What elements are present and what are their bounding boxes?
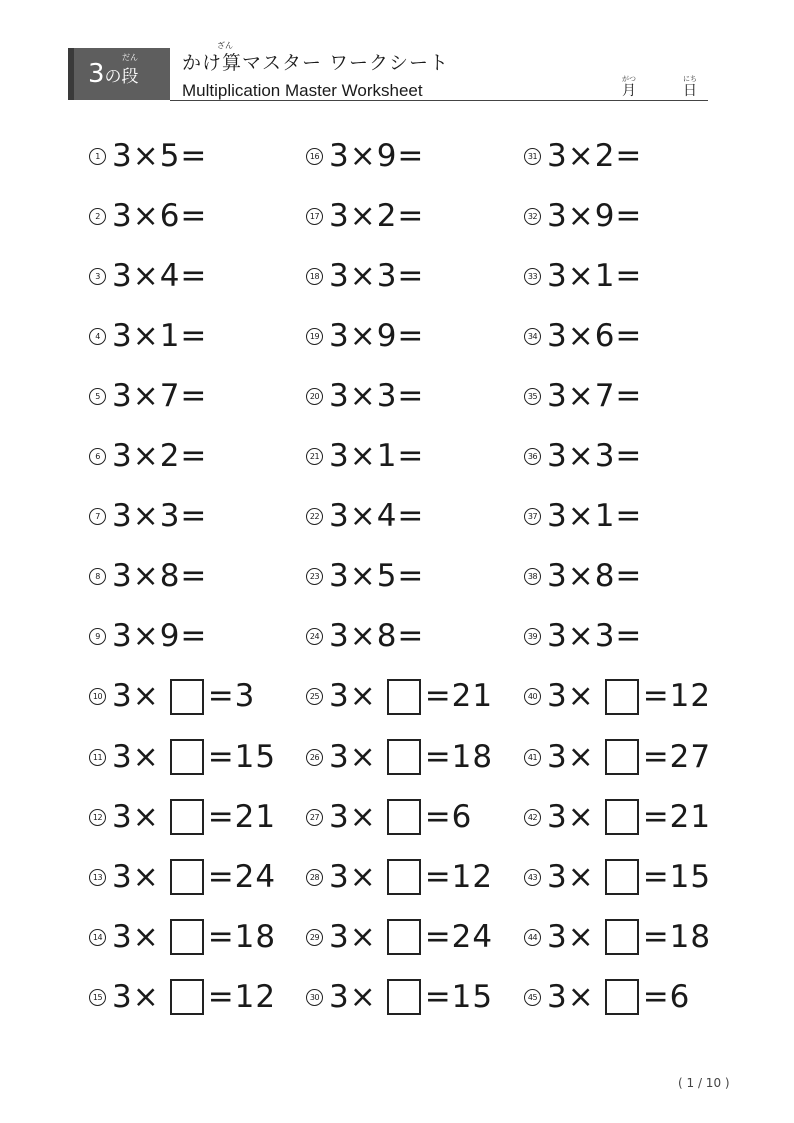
answer-box[interactable] <box>387 739 421 775</box>
problem-result: =18 <box>642 918 712 955</box>
page-title-english: Multiplication Master Worksheet <box>182 81 423 100</box>
problem-item <box>89 855 276 899</box>
problem-result: =3 <box>207 678 256 715</box>
problem-item <box>306 855 493 899</box>
problem-number: 32 <box>524 208 541 225</box>
problem-item <box>524 555 642 599</box>
badge-suffix: の段 <box>104 67 139 87</box>
problem-item <box>524 194 642 238</box>
problem-expression: 3×7= <box>112 377 208 414</box>
problem-expression: 3×2= <box>112 438 208 474</box>
problem-item <box>306 134 424 178</box>
problem-number: 44 <box>524 929 541 946</box>
problem-item <box>89 615 207 659</box>
answer-box[interactable] <box>605 679 639 715</box>
problem-expression: 3×9= <box>112 618 208 655</box>
problem-item <box>524 795 711 839</box>
problem-expression: 3×8= <box>547 558 643 595</box>
title-ruby: ざん <box>217 41 233 50</box>
problem-expression: 3×3= <box>547 438 643 474</box>
problem-number: 28 <box>306 869 323 886</box>
problem-expression: 3× <box>547 798 595 835</box>
problem-item <box>524 915 711 959</box>
problem-expression: 3× <box>112 798 160 835</box>
problem-number: 20 <box>306 388 323 405</box>
problem-number: 21 <box>306 448 323 465</box>
problem-result: =15 <box>642 858 712 895</box>
problem-expression: 3×4= <box>329 498 425 535</box>
problem-item <box>306 675 493 719</box>
problem-number: 37 <box>524 508 541 525</box>
problem-number: 39 <box>524 628 541 645</box>
problem-item <box>306 615 424 659</box>
problem-number: 19 <box>306 328 323 345</box>
problem-item <box>89 254 207 298</box>
problem-expression: 3×6= <box>547 317 643 354</box>
problem-number: 24 <box>306 628 323 645</box>
problem-expression: 3× <box>547 678 595 715</box>
problem-item <box>524 675 711 719</box>
problem-item <box>306 495 424 539</box>
problem-item <box>524 435 642 479</box>
problem-expression: 3×7= <box>547 377 643 414</box>
problem-number: 40 <box>524 688 541 705</box>
problem-number: 26 <box>306 749 323 766</box>
month-field: 月 <box>622 83 636 99</box>
month-ruby: がつ <box>622 75 636 83</box>
problem-item <box>306 795 472 839</box>
problem-number: 2 <box>89 208 106 225</box>
problem-number: 8 <box>89 568 106 585</box>
badge-ruby: だん <box>122 53 138 62</box>
section-badge <box>68 48 170 100</box>
answer-box[interactable] <box>170 679 204 715</box>
problem-expression: 3×5= <box>112 137 208 174</box>
problem-number: 31 <box>524 148 541 165</box>
answer-box[interactable] <box>387 679 421 715</box>
problem-expression: 3×8= <box>112 558 208 595</box>
problem-expression: 3× <box>547 858 595 895</box>
problem-expression: 3×1= <box>547 498 643 535</box>
problem-expression: 3×6= <box>112 197 208 234</box>
problem-item <box>306 374 424 418</box>
problem-item <box>89 495 207 539</box>
problem-result: =18 <box>207 918 277 955</box>
problem-result: =12 <box>642 678 712 715</box>
problem-result: =18 <box>424 738 494 775</box>
problem-expression: 3×8= <box>329 618 425 655</box>
problem-item <box>306 735 493 779</box>
problem-number: 5 <box>89 388 106 405</box>
answer-box[interactable] <box>605 979 639 1015</box>
problem-expression: 3×9= <box>329 137 425 174</box>
problem-item <box>524 134 642 178</box>
problem-item <box>89 795 276 839</box>
problem-expression: 3×2= <box>329 197 425 234</box>
problem-expression: 3× <box>112 858 160 895</box>
problem-item <box>306 975 493 1019</box>
answer-box[interactable] <box>170 919 204 955</box>
problem-number: 6 <box>89 448 106 465</box>
problem-number: 3 <box>89 268 106 285</box>
problem-number: 35 <box>524 388 541 405</box>
problem-item <box>89 735 276 779</box>
problem-expression: 3×1= <box>547 257 643 294</box>
problem-item <box>89 194 207 238</box>
day-field: 日 <box>683 83 697 99</box>
problem-expression: 3×2= <box>547 137 643 174</box>
problem-number: 13 <box>89 869 106 886</box>
problem-number: 17 <box>306 208 323 225</box>
problem-item <box>524 314 642 358</box>
problem-number: 33 <box>524 268 541 285</box>
problem-item <box>306 915 493 959</box>
problem-result: =21 <box>642 798 712 835</box>
problem-item <box>524 855 711 899</box>
problem-item <box>306 435 424 479</box>
problem-number: 15 <box>89 989 106 1006</box>
problem-number: 36 <box>524 448 541 465</box>
problem-expression: 3×4= <box>112 257 208 294</box>
problem-expression: 3× <box>112 978 160 1015</box>
problem-expression: 3× <box>329 738 377 775</box>
problem-number: 18 <box>306 268 323 285</box>
problem-number: 38 <box>524 568 541 585</box>
problem-number: 45 <box>524 989 541 1006</box>
problem-number: 7 <box>89 508 106 525</box>
problem-item <box>89 374 207 418</box>
problem-expression: 3×3= <box>112 498 208 535</box>
problem-result: =15 <box>207 738 277 775</box>
problem-number: 1 <box>89 148 106 165</box>
problem-number: 16 <box>306 148 323 165</box>
problem-result: =24 <box>424 918 494 955</box>
problem-number: 11 <box>89 749 106 766</box>
answer-box[interactable] <box>387 799 421 835</box>
answer-box[interactable] <box>170 979 204 1015</box>
problem-number: 25 <box>306 688 323 705</box>
problem-item <box>89 975 276 1019</box>
problem-number: 43 <box>524 869 541 886</box>
problem-item <box>524 495 642 539</box>
problem-number: 9 <box>89 628 106 645</box>
problem-expression: 3×5= <box>329 558 425 595</box>
problem-item <box>89 555 207 599</box>
problem-item <box>524 374 642 418</box>
problem-item <box>306 254 424 298</box>
day-ruby: にち <box>683 75 697 83</box>
problem-number: 42 <box>524 809 541 826</box>
problem-result: =27 <box>642 738 712 775</box>
problem-number: 34 <box>524 328 541 345</box>
answer-box[interactable] <box>170 799 204 835</box>
problem-result: =6 <box>424 798 473 835</box>
problem-expression: 3×3= <box>329 377 425 414</box>
problem-expression: 3× <box>547 918 595 955</box>
answer-box[interactable] <box>387 859 421 895</box>
header-divider <box>170 100 708 101</box>
problem-number: 12 <box>89 809 106 826</box>
problem-expression: 3× <box>329 978 377 1015</box>
problem-expression: 3× <box>329 918 377 955</box>
problem-item <box>306 555 424 599</box>
page-title-japanese: かけ算マスター ワークシート <box>182 52 450 74</box>
problem-expression: 3× <box>329 678 377 715</box>
problem-result: =12 <box>207 978 277 1015</box>
problem-expression: 3× <box>112 678 160 715</box>
problem-expression: 3× <box>329 858 377 895</box>
answer-box[interactable] <box>605 799 639 835</box>
problem-expression: 3× <box>112 918 160 955</box>
problem-result: =24 <box>207 858 277 895</box>
problem-result: =6 <box>642 978 691 1015</box>
problem-expression: 3×9= <box>329 317 425 354</box>
problem-expression: 3×1= <box>112 317 208 354</box>
problem-result: =15 <box>424 978 494 1015</box>
problem-number: 22 <box>306 508 323 525</box>
page-number: ( 1 / 10 ) <box>678 1076 730 1090</box>
problem-expression: 3×3= <box>547 618 643 655</box>
problem-item <box>89 314 207 358</box>
badge-label <box>88 61 139 87</box>
answer-box[interactable] <box>170 859 204 895</box>
problem-item <box>524 735 711 779</box>
problem-expression: 3×9= <box>547 197 643 234</box>
problem-item <box>306 194 424 238</box>
answer-box[interactable] <box>387 979 421 1015</box>
answer-box[interactable] <box>387 919 421 955</box>
problem-expression: 3× <box>112 738 160 775</box>
problem-number: 23 <box>306 568 323 585</box>
problem-item <box>89 915 276 959</box>
problem-result: =21 <box>424 678 494 715</box>
problem-expression: 3×3= <box>329 257 425 294</box>
problem-item <box>306 314 424 358</box>
problem-item <box>524 615 642 659</box>
problem-number: 10 <box>89 688 106 705</box>
problem-item <box>524 975 690 1019</box>
answer-box[interactable] <box>170 739 204 775</box>
answer-box[interactable] <box>605 739 639 775</box>
answer-box[interactable] <box>605 859 639 895</box>
answer-box[interactable] <box>605 919 639 955</box>
problem-number: 4 <box>89 328 106 345</box>
problem-item <box>89 435 207 479</box>
problem-number: 14 <box>89 929 106 946</box>
problem-number: 27 <box>306 809 323 826</box>
badge-number: 3 <box>88 59 105 89</box>
problem-expression: 3× <box>547 978 595 1015</box>
problem-item <box>89 134 207 178</box>
problem-expression: 3× <box>329 798 377 835</box>
problem-number: 41 <box>524 749 541 766</box>
problem-expression: 3×1= <box>329 438 425 474</box>
problem-number: 29 <box>306 929 323 946</box>
problem-item <box>524 254 642 298</box>
problem-result: =12 <box>424 858 494 895</box>
problem-number: 30 <box>306 989 323 1006</box>
problem-result: =21 <box>207 798 277 835</box>
problem-expression: 3× <box>547 738 595 775</box>
problem-item <box>89 675 255 719</box>
